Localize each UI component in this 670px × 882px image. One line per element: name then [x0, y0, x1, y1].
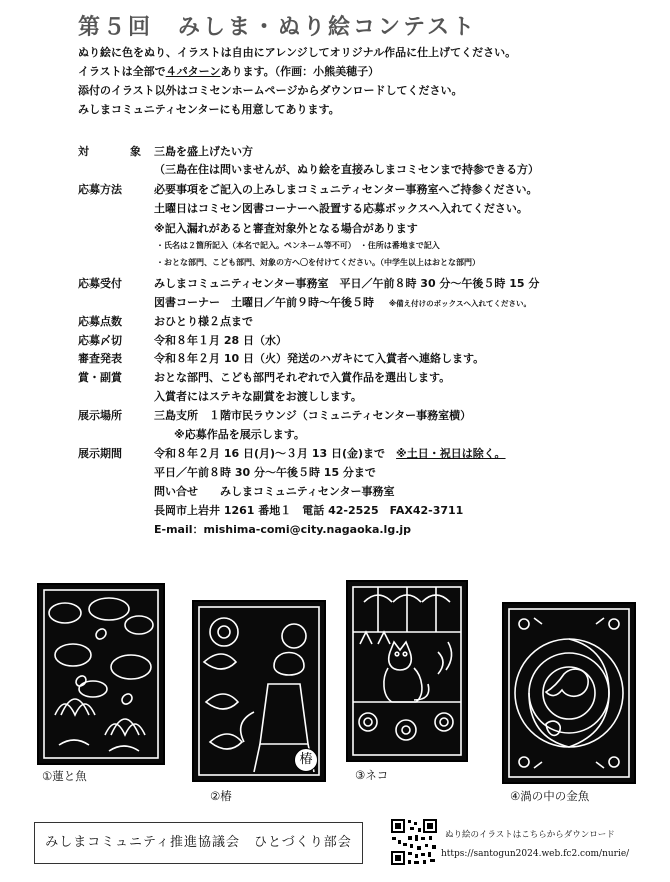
page-title: 第５回 みしま・ぬり絵コンテスト — [78, 15, 478, 40]
organization-box: みしまコミュニティ推進協議会 ひとづくり部会 — [34, 822, 363, 864]
intro-line: 添付のイラスト以外はコミセンホームページからダウンロードしてください。 — [78, 84, 463, 97]
intro-line: ぬり絵に色をぬり、イラストは自由にアレンジしてオリジナル作品に仕上げてください。 — [78, 46, 517, 59]
label-reception: 応募受付 — [78, 277, 122, 290]
download-link[interactable]: https://santogun2024.web.fc2.com/nurie/ — [441, 849, 630, 859]
qr-code-icon[interactable] — [390, 818, 438, 866]
label-target: 対 象 — [78, 145, 156, 158]
intro-text — [78, 43, 516, 119]
label-venue: 展示場所 — [78, 409, 122, 422]
caption-camellia: ②椿 — [210, 789, 232, 803]
intro-line: みしまコミュニティセンターにも用意してあります。 — [78, 103, 340, 116]
goldfish-swirl-illustration — [502, 602, 636, 784]
cat-illustration — [346, 580, 468, 762]
camellia-girl-illustration — [192, 600, 326, 782]
label-announce: 審査発表 — [78, 352, 122, 365]
email-text: E-mail：mishima-comi@city.nagaoka.lg.jp — [154, 523, 412, 536]
label-count: 応募点数 — [78, 315, 122, 328]
download-text: ぬり絵のイラストはこちらからダウンロード — [445, 830, 615, 840]
intro-line-patterns: イラストは全部で４パターンあります。（作画：小熊美穂子） — [78, 65, 380, 78]
lotus-fish-illustration — [37, 583, 165, 765]
tsubaki-stamp: 椿 — [294, 748, 318, 772]
caption-goldfish: ④渦の中の金魚 — [510, 789, 590, 803]
label-method: 応募方法 — [78, 183, 122, 196]
caption-lotus-fish: ①蓮と魚 — [42, 769, 87, 783]
caption-cat: ③ネコ — [355, 768, 389, 782]
label-period: 展示期間 — [78, 447, 122, 460]
label-deadline: 応募〆切 — [78, 334, 122, 347]
label-prize: 賞・副賞 — [78, 371, 122, 384]
